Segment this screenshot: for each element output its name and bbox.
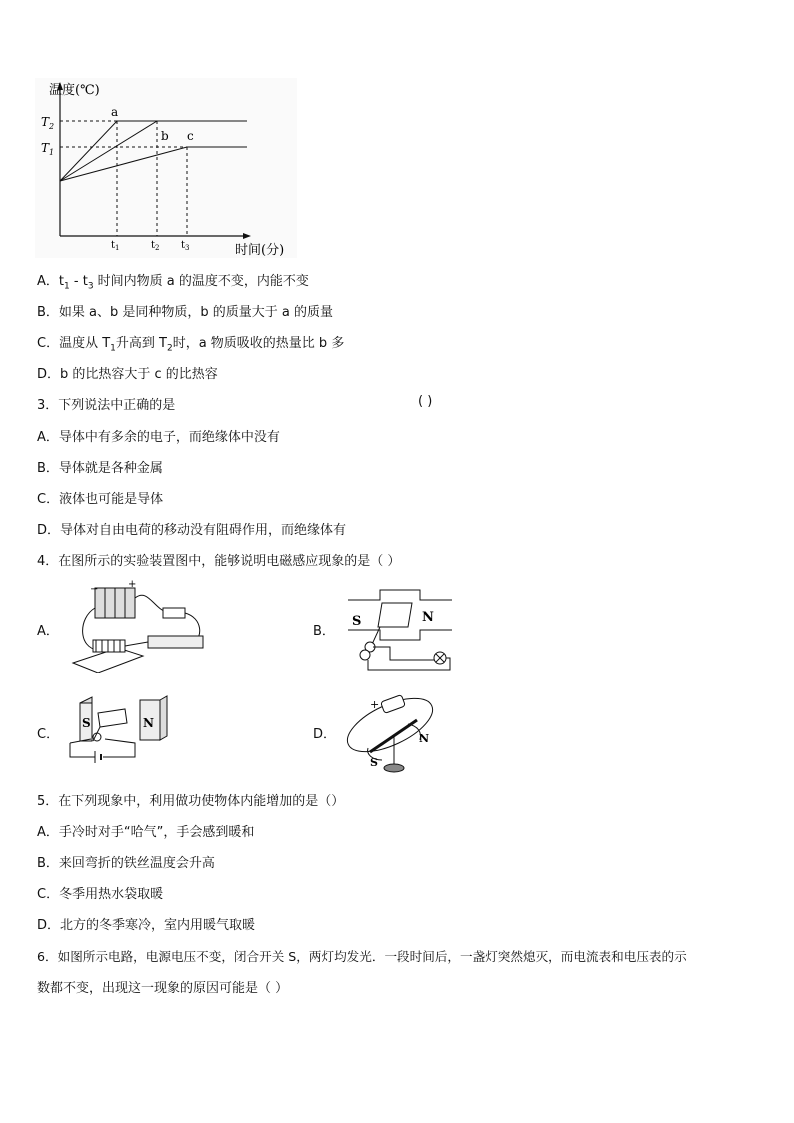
- y-axis-label: 温度(℃): [49, 83, 100, 98]
- q4-label-c: C．: [37, 727, 60, 742]
- battery-plus: +: [370, 698, 380, 711]
- needle-stand: [384, 764, 404, 772]
- curve-label-c: c: [187, 129, 194, 143]
- figure-b-generator: [340, 585, 460, 675]
- y-tick-t2: $T_2$: [41, 115, 55, 131]
- q3-option-a: A．导体中有多余的电子，而绝缘体中没有: [37, 430, 280, 445]
- figure-a-electromagnet: [68, 578, 218, 673]
- q2-option-b: B．如果 a、b 是同种物质，b 的质量大于 a 的质量: [37, 305, 334, 320]
- magnet-top: [348, 590, 452, 600]
- q5-stem: 5．在下列现象中，利用做功使物体内能增加的是（）: [37, 794, 345, 809]
- q3-stem: 3．下列说法中正确的是: [37, 398, 176, 413]
- x-tick-t3: $t_3$: [181, 240, 190, 252]
- coil: [98, 709, 127, 727]
- magnet-s: S: [352, 614, 362, 629]
- coil: [378, 603, 412, 627]
- curve-label-b: b: [161, 129, 169, 143]
- q5-option-d: D．北方的冬季寒冷，室内用暖气取暖: [37, 918, 256, 933]
- magnet-s: S: [82, 716, 91, 730]
- rheostat: [148, 636, 203, 648]
- magnet-n: N: [143, 716, 154, 730]
- q4-label-d: D．: [313, 727, 337, 742]
- figure-d-oersted: [342, 690, 452, 775]
- y-tick-t1: $T_1$: [41, 141, 55, 157]
- x-axis-label: 时间(分): [235, 243, 285, 258]
- q4-stem: 4．在图所示的实验装置图中，能够说明电磁感应现象的是（ ）: [37, 554, 401, 569]
- q2-option-d: D．b 的比热容大于 c 的比热容: [37, 367, 218, 382]
- temperature-time-graph: [35, 78, 305, 263]
- battery-minus: −: [90, 584, 99, 595]
- q2-option-a: A．$t_1 - t_3$ 时间内物质 a 的温度不变，内能不变: [37, 274, 309, 292]
- q4-label-b: B．: [313, 624, 335, 639]
- q2-option-c: C．温度从 $T_1$升高到 $T_2$时，a 物质吸收的热量比 b 多: [37, 336, 345, 354]
- needle-s: S: [370, 756, 378, 769]
- magnet-n: N: [422, 610, 434, 625]
- x-tick-t2: $t_2$: [151, 240, 160, 252]
- x-tick-t1: $t_1$: [111, 240, 120, 252]
- q5-option-a: A．手冷时对手“哈气”，手会感到暖和: [37, 825, 255, 840]
- q3-option-d: D．导体对自由电荷的移动没有阻碍作用，而绝缘体有: [37, 523, 347, 538]
- graph-background: [35, 78, 297, 258]
- q3-option-c: C．液体也可能是导体: [37, 492, 164, 507]
- needle-n: N: [419, 732, 430, 745]
- q3-option-b: B．导体就是各种金属: [37, 461, 163, 476]
- q4-label-a: A．: [37, 624, 59, 639]
- switch: [163, 608, 185, 618]
- curve-label-a: a: [111, 105, 119, 119]
- magnet-bottom: [348, 630, 452, 640]
- q5-option-b: B．来回弯折的铁丝温度会升高: [37, 856, 215, 871]
- q3-answer-paren: ( ): [418, 394, 433, 409]
- q6-stem-line2: 数都不变，出现这一现象的原因可能是（ ）: [37, 981, 289, 996]
- q6-stem-line1: 6．如图所示电路，电源电压不变，闭合开关 S，两灯均发光．一段时间后，一盏灯突然熄灭，而电流表和电压表的示: [37, 949, 687, 964]
- figure-c-motor: [65, 695, 175, 770]
- battery-plus: +: [128, 579, 137, 590]
- battery: [381, 695, 406, 714]
- q5-option-c: C．冬季用热水袋取暖: [37, 887, 164, 902]
